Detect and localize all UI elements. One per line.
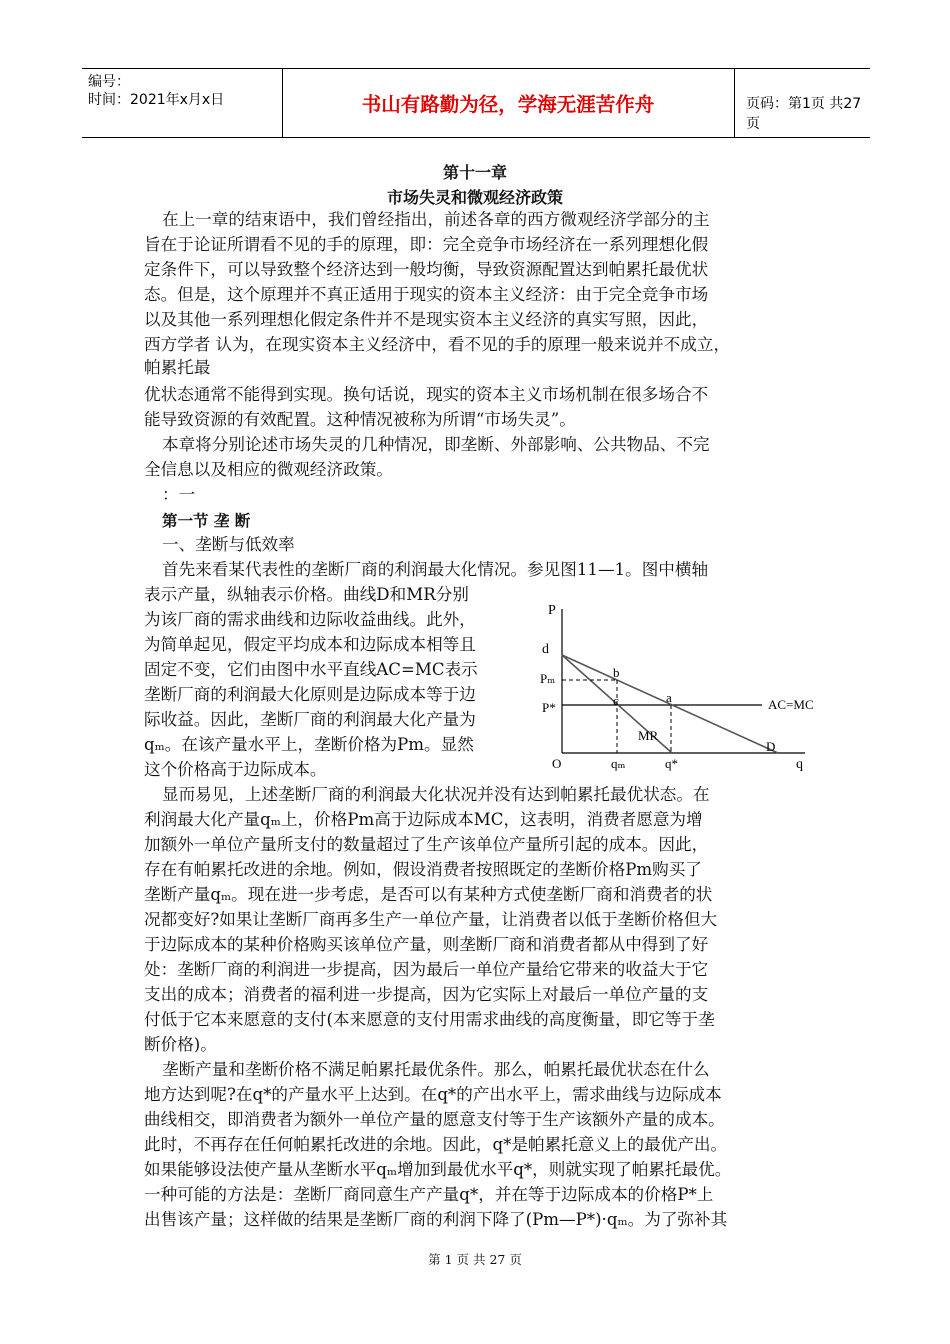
point-label-b: b — [613, 665, 620, 680]
header-divider — [734, 69, 735, 137]
text-line: 于边际成本的某种价格购买该单位产量，则垄断厂商和消费者都从中得到了好 — [144, 935, 709, 954]
text-line: 存在有帕累托改进的余地。例如，假设消费者按照既定的垄断价格Pm购买了 — [144, 860, 702, 879]
text-line: 利润最大化产量qₘ上，价格Pm高于边际成本MC，这表明，消费者愿意为增 — [144, 810, 703, 829]
text-line: 垄断产量qₘ。现在进一步考虑，是否可以有某种方式使垄断厂商和消费者的状 — [144, 885, 713, 904]
monopoly-diagram — [530, 595, 830, 780]
text-line: 处：垄断厂商的利润进一步提高，因为最后一单位产量给它带来的收益大于它 — [144, 960, 709, 979]
text-line: 全信息以及相应的微观经济政策。 — [144, 460, 393, 479]
text-line: 这个价格高于边际成本。 — [144, 760, 327, 779]
header-meta — [88, 73, 224, 109]
label-ac-mc: AC=MC — [768, 697, 814, 712]
text-line: 垄断产量和垄断价格不满足帕累托最优条件。那么，帕累托最优状态在什么 — [162, 1060, 710, 1079]
text-line: 帕累托最 — [144, 358, 211, 377]
label-pstar: P* — [542, 700, 556, 715]
text-line: 西方学者 认为，在现实资本主义经济中，看不见的手的原理一般来说并不成立， — [144, 335, 731, 354]
page-footer: 第 1 页 共 27 页 — [428, 1252, 522, 1267]
point-label-a: a — [666, 690, 672, 705]
label-d-intercept: d — [542, 642, 549, 657]
text-line: 一种可能的方法是：垄断厂商同意生产产量q*，并在等于边际成本的价格P*上 — [144, 1185, 714, 1204]
text-line: 垄断厂商的利润最大化原则是边际成本等于边 — [144, 685, 476, 704]
label-demand: D — [766, 739, 776, 754]
text-line: 曲线相交，即消费者为额外一单位产量的愿意支付等于生产该额外产量的成本。 — [144, 1110, 725, 1129]
axis-label-p: P — [548, 603, 556, 618]
text-line: 表示产量，纵轴表示价格。曲线D和MR分别 — [144, 585, 469, 604]
axis-label-q: q — [796, 757, 803, 772]
header-motto: 书山有路勤为径，学海无涯苦作舟 — [361, 93, 655, 116]
text-line: 断价格)。 — [144, 1035, 217, 1054]
text-line: 固定不变，它们由图中水平直线AC=MC表示 — [144, 660, 478, 679]
text-line: 付低于它本来愿意的支付(本来愿意的支付用需求曲线的高度衡量，即它等于垄 — [144, 1010, 715, 1029]
text-line: 为简单起见，假定平均成本和边际成本相等且 — [144, 635, 476, 654]
label-pm: Pₘ — [540, 671, 556, 686]
chapter-title: 市场失灵和微观经济政策 — [386, 188, 563, 207]
label-qm: qₘ — [611, 756, 626, 771]
label-mr: MR — [638, 728, 659, 743]
text-line: qₘ。在该产量水平上，垄断价格为Pm。显然 — [144, 735, 474, 754]
text-line: 际收益。因此，垄断厂商的利润最大化产量为 — [144, 710, 476, 729]
text-line: 定条件下，可以导致整个经济达到一般均衡，导致资源配置达到帕累托最优状 — [144, 260, 709, 279]
page-header — [82, 68, 870, 138]
text-line: 以及其他一系列理想化假定条件并不是现实资本主义经济的真实写照，因此， — [144, 310, 709, 329]
text-line: 支出的成本；消费者的福利进一步提高，因为它实际上对最后一单位产量的支 — [144, 985, 709, 1004]
text-line: 态。但是，这个原理并不真正适用于现实的资本主义经济：由于完全竞争市场 — [144, 285, 709, 304]
text-line: 为该厂商的需求曲线和边际收益曲线。此外， — [144, 610, 476, 629]
text-line: 加额外一单位产量所支付的数量超过了生产该单位产量所引起的成本。因此， — [144, 835, 709, 854]
label-qstar: q* — [665, 756, 678, 771]
text-line: 优状态通常不能得到实现。换句话说，现实的资本主义市场机制在很多场合不 — [144, 385, 709, 404]
code-label: 编号： — [88, 74, 130, 90]
text-line: 首先来看某代表性的垄断厂商的利润最大化情况。参见图11—1。图中横轴 — [162, 560, 709, 579]
text-line: 况都变好?如果让垄断厂商再多生产一单位产量，让消费者以低于垄断价格但大 — [144, 910, 718, 929]
text-line: 旨在于论证所谓看不见的手的原理，即：完全竞争市场经济在一系列理想化假 — [144, 235, 709, 254]
text-line: 能导致资源的有效配置。这种情况被称为所谓“市场失灵”。 — [144, 410, 576, 429]
header-page-info: 页码：第1页 共27页 — [746, 96, 862, 132]
section-heading: 第一节 垄 断 — [162, 512, 251, 530]
chapter-number: 第十一章 — [442, 163, 507, 182]
text-line: 在上一章的结束语中，我们曾经指出，前述各章的西方微观经济学部分的主 — [162, 210, 710, 229]
text-line: 地方达到呢?在q*的产量水平上达到。在q*的产出水平上，需求曲线与边际成本 — [144, 1085, 722, 1104]
text-line: ：一 — [162, 485, 196, 504]
text-line: 出售该产量；这样做的结果是垄断厂商的利润下降了(Pm—P*)·qₘ。为了弥补其 — [144, 1210, 728, 1229]
text-line: 显而易见，上述垄断厂商的利润最大化状况并没有达到帕累托最优状态。在 — [162, 785, 710, 804]
text-line: 本章将分别论述市场失灵的几种情况，即垄断、外部影响、公共物品、不完 — [162, 435, 710, 454]
date-label: 时间：2021年x月x日 — [88, 92, 225, 108]
label-origin: O — [552, 756, 562, 771]
text-line: 如果能够设法使产量从垄断水平qₘ增加到最优水平q*，则就实现了帕累托最优。 — [144, 1160, 732, 1179]
point-label-c: c — [613, 693, 619, 708]
subsection-heading: 一、垄断与低效率 — [162, 535, 295, 554]
text-line: 此时，不再存在任何帕累托改进的余地。因此，q*是帕累托意义上的最优产出。 — [144, 1135, 728, 1154]
